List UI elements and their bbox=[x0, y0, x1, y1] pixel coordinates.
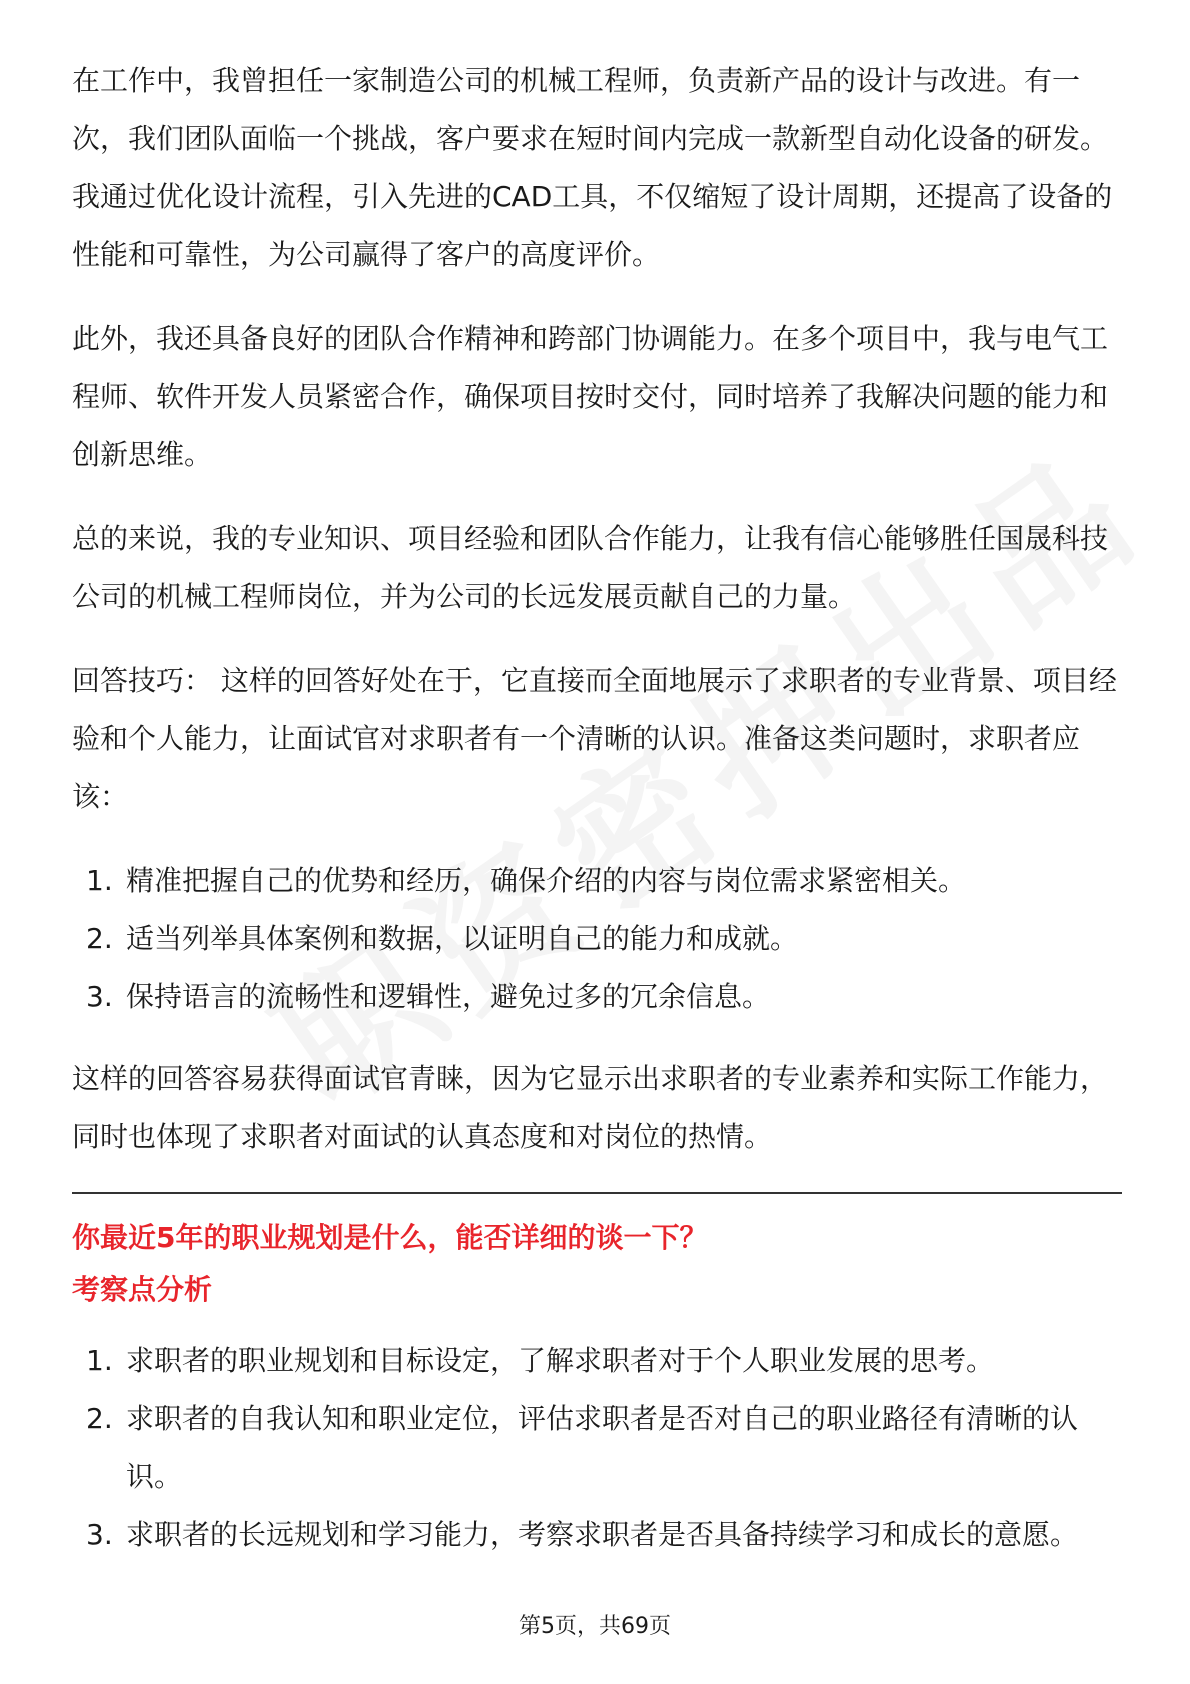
analysis-heading: 考察点分析 bbox=[72, 1273, 213, 1306]
list-item: 1. 精准把握自己的优势和经历，确保介绍的内容与岗位需求紧密相关。 bbox=[86, 864, 967, 897]
list-item: 2. 求职者的自我认知和职业定位，评估求职者是否对自己的职业路径有清晰的认识。 bbox=[86, 1402, 1079, 1493]
page-number: 第5页，共69页 bbox=[519, 1614, 671, 1639]
paragraph-closing: 这样的回答容易获得面试官青睐，因为它显示出求职者的专业素养和实际工作能力，同时也体现了求职者对面试的认真态度和对岗位的热情。 bbox=[72, 1062, 1109, 1153]
tips-list bbox=[72, 852, 1122, 1026]
paragraph-work-experience: 在工作中，我曾担任一家制造公司的机械工程师，负责新产品的设计与改进。有一次，我们团队面临一个挑战，客户要求在短时间内完成一款新型自动化设备的研发。我通过优化设计流程，引入先进的CAD工具，不仅缩短了设计周期，还提高了设备的性能和可靠性，为公司赢得了客户的高度评价。 bbox=[72, 64, 1113, 271]
paragraph-summary: 总的来说，我的专业知识、项目经验和团队合作能力，让我有信心能够胜任国晟科技公司的机械工程师岗位，并为公司的长远发展贡献自己的力量。 bbox=[72, 522, 1109, 613]
page-content bbox=[72, 52, 1122, 1588]
list-item: 1. 求职者的职业规划和目标设定，了解求职者对于个人职业发展的思考。 bbox=[86, 1344, 995, 1377]
list-item: 3. 保持语言的流畅性和逻辑性，避免过多的冗余信息。 bbox=[86, 980, 771, 1013]
question-heading: 你最近5年的职业规划是什么，能否详细的谈一下？ bbox=[72, 1221, 708, 1254]
list-item: 2. 适当列举具体案例和数据，以证明自己的能力和成就。 bbox=[86, 922, 799, 955]
section-divider bbox=[72, 1192, 1122, 1194]
paragraph-teamwork: 此外，我还具备良好的团队合作精神和跨部门协调能力。在多个项目中，我与电气工程师、软件开发人员紧密合作，确保项目按时交付，同时培养了我解决问题的能力和创新思维。 bbox=[72, 322, 1109, 471]
list-item: 3. 求职者的长远规划和学习能力，考察求职者是否具备持续学习和成长的意愿。 bbox=[86, 1518, 1079, 1551]
analysis-list bbox=[72, 1332, 1122, 1564]
paragraph-answer-tips: 回答技巧： 这样的回答好处在于，它直接而全面地展示了求职者的专业背景、项目经验和个人能力，让面试官对求职者有一个清晰的认识。准备这类问题时，求职者应该： bbox=[72, 664, 1117, 813]
